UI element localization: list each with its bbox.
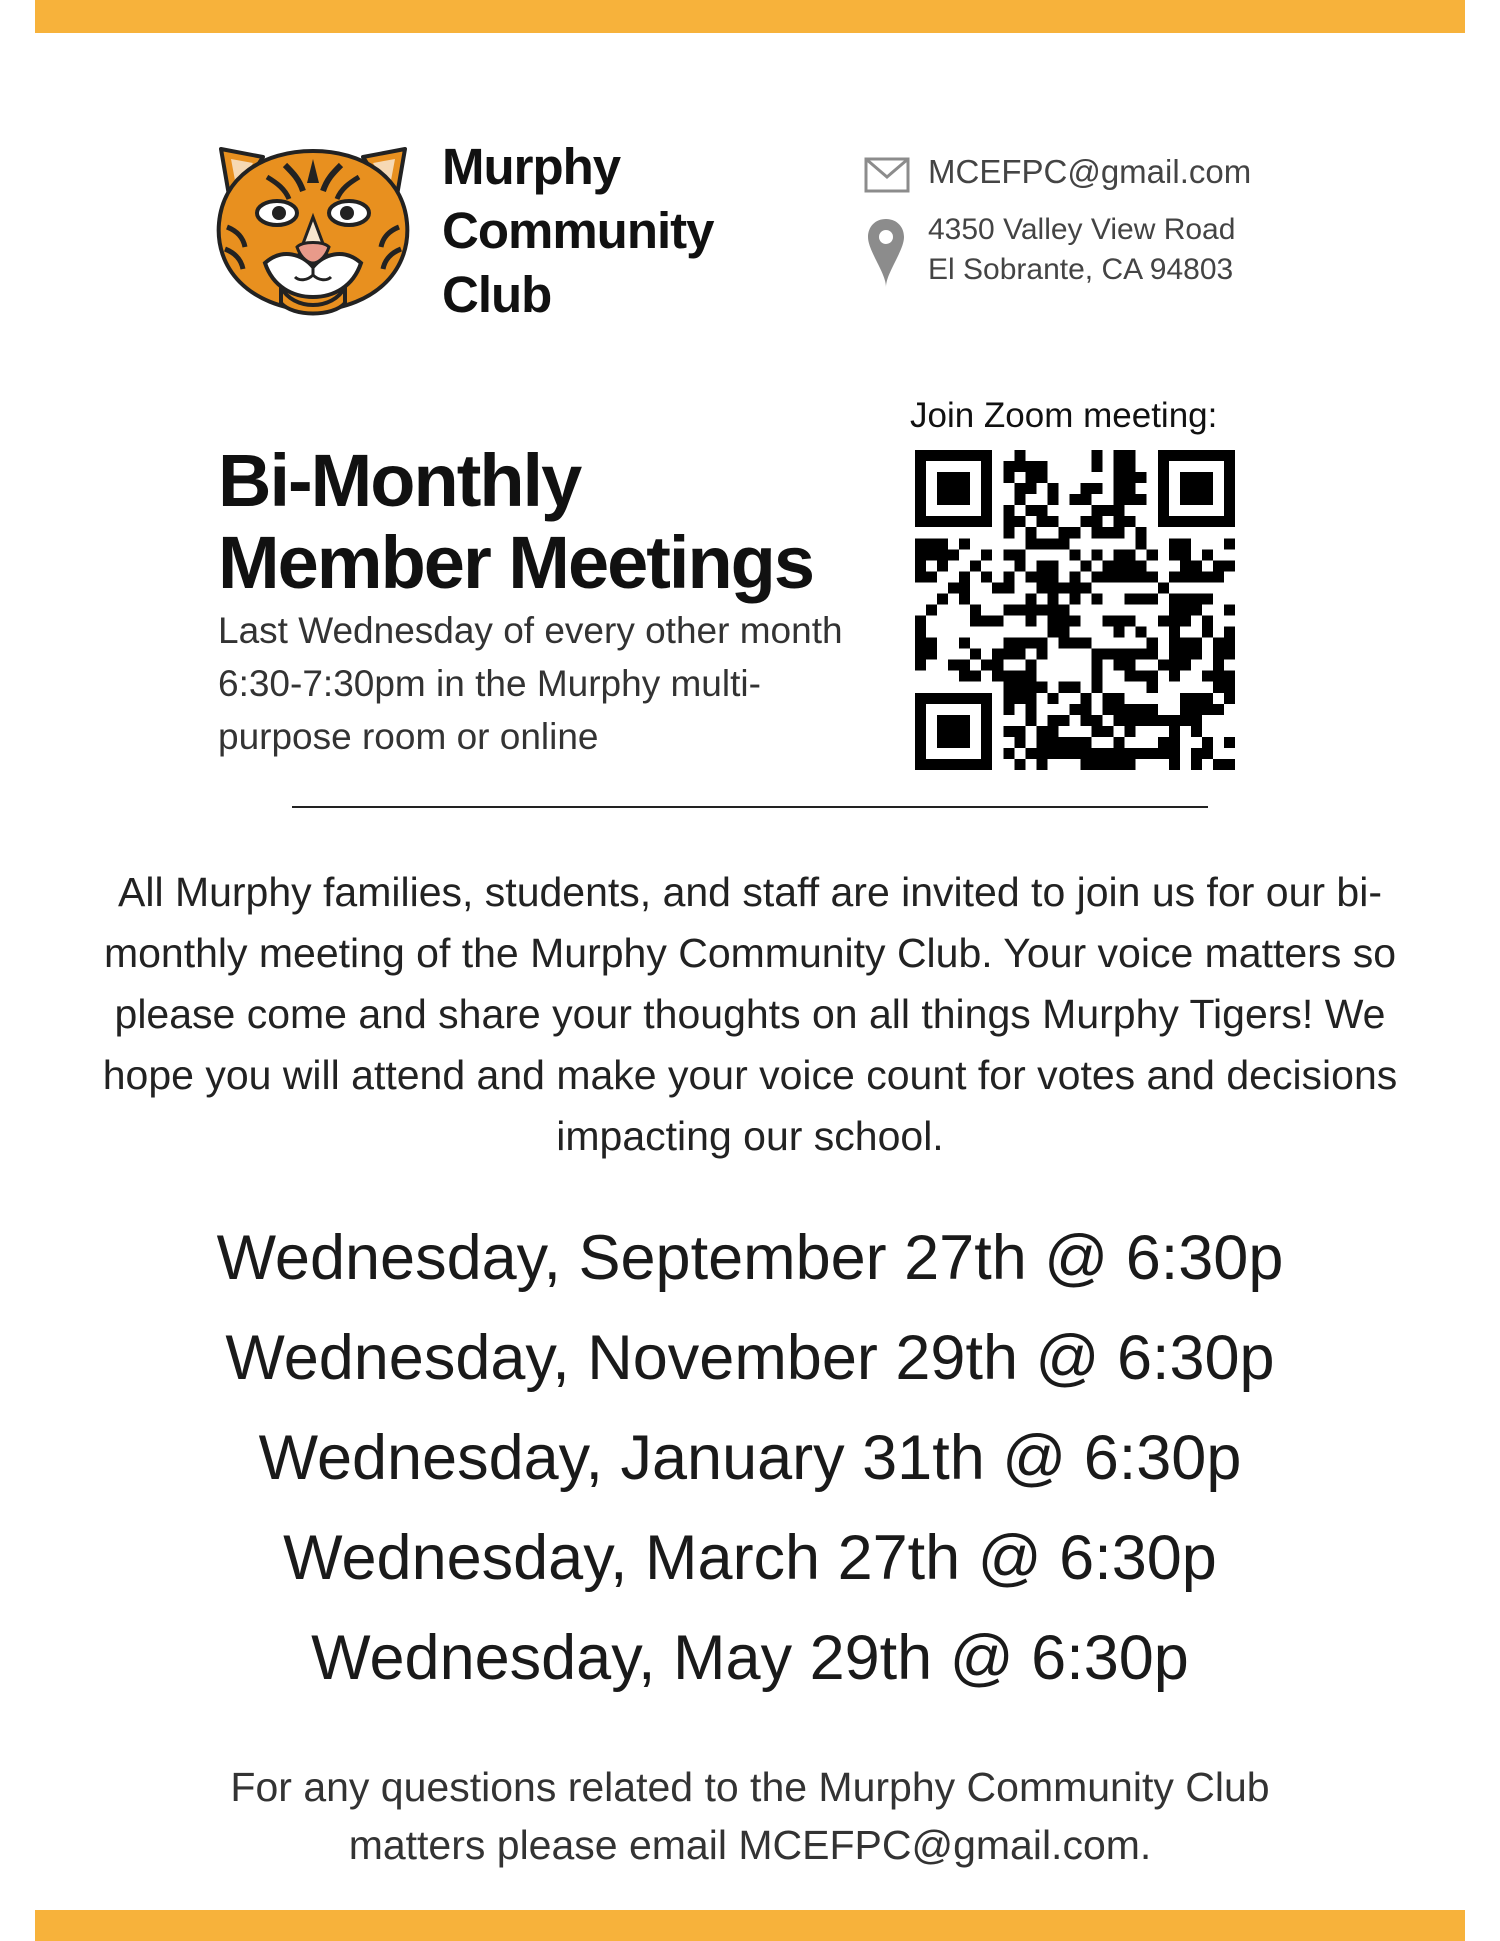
meeting-date: Wednesday, September 27th @ 6:30p	[216, 1223, 1284, 1293]
invitation-text: All Murphy families, students, and staff are invited to join us for our bi-monthly meeting of the Murphy Community Club. Your voice matters so please come and share your thoughts on all things Murphy Tigers! We hope you will attend and make your voice count for votes and decisions impacting our school.	[102, 869, 1398, 1159]
bottom-accent-bar	[35, 1910, 1465, 1941]
contact-address-line1: 4350 Valley View Road	[928, 213, 1236, 246]
envelope-icon	[864, 157, 910, 193]
meeting-date: Wednesday, January 31th @ 6:30p	[258, 1423, 1242, 1493]
club-name-line: Murphy	[442, 138, 621, 195]
footer-line: For any questions related to the Murphy Community Club	[230, 1764, 1270, 1810]
meeting-title-line: Member Meetings	[218, 521, 814, 604]
footer-note	[150, 1758, 1350, 1874]
meeting-detail-line: Last Wednesday of every other month	[218, 610, 843, 651]
meeting-title-line: Bi-Monthly	[218, 439, 581, 522]
zoom-label: Join Zoom meeting:	[910, 396, 1218, 435]
tiger-logo	[203, 137, 423, 317]
contact-email[interactable]: MCEFPC@gmail.com	[928, 153, 1252, 190]
meeting-details	[218, 604, 898, 763]
location-pin-icon	[866, 217, 906, 289]
footer-line: matters please email MCEFPC@gmail.com.	[348, 1822, 1152, 1868]
meeting-detail-line: 6:30-7:30pm in the Murphy multi-	[218, 663, 761, 704]
club-name-line: Community	[442, 202, 714, 259]
meeting-date: Wednesday, March 27th @ 6:30p	[283, 1523, 1217, 1593]
meeting-date: Wednesday, November 29th @ 6:30p	[225, 1323, 1275, 1393]
contact-address-line2: El Sobrante, CA 94803	[928, 253, 1234, 286]
meeting-date: Wednesday, May 29th @ 6:30p	[311, 1623, 1189, 1693]
meeting-detail-line: purpose room or online	[218, 716, 599, 757]
meeting-title	[218, 440, 918, 604]
section-divider	[292, 806, 1208, 808]
club-name-line: Club	[442, 266, 552, 323]
club-name	[442, 135, 772, 327]
zoom-qr-code[interactable]	[915, 450, 1235, 770]
top-accent-bar	[35, 0, 1465, 33]
meeting-dates-list	[150, 1208, 1350, 1708]
